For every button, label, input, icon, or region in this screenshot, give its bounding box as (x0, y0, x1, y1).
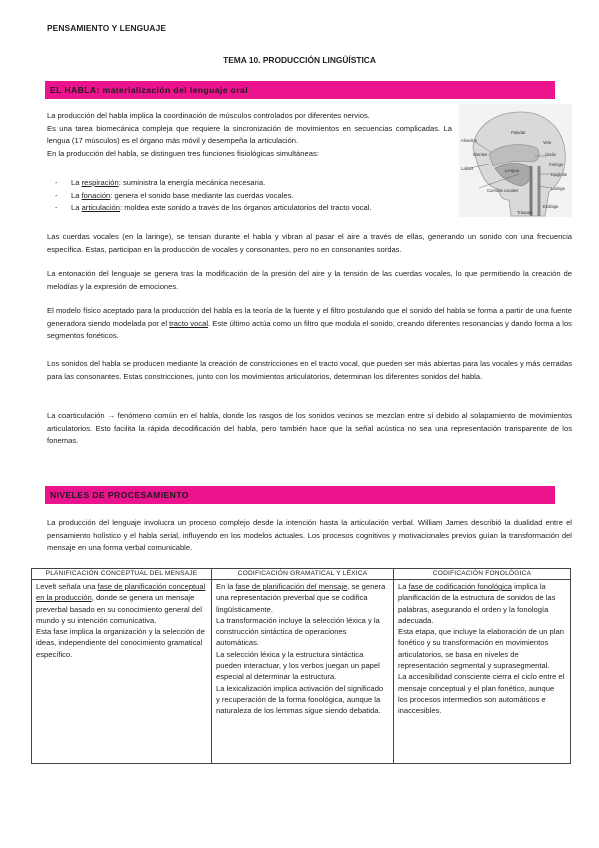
list-item: - La articulación: moldea este sonido a través de los órganos articulatorios del tracto vocal. (47, 202, 447, 215)
figure-label-alveolos: Alveolos (461, 138, 477, 143)
figure-label-lengua: Lengua (505, 168, 519, 173)
section-heading-niveles: NIVELES DE PROCESAMIENTO (45, 486, 555, 504)
habla-intro-line-1: La producción del habla implica la coordinación de músculos controlados por diferentes nervios. (47, 111, 370, 120)
course-title: PENSAMIENTO Y LENGUAJE (47, 23, 167, 33)
term-fase-codificacion-fonologica: fase de codificación fonológica (408, 582, 512, 591)
paragraph-entonacion: La entonación del lenguaje se genera tras la modificación de la presión del aire y la tensión de las cuerdas vocales, lo que permitiendo la creación de melodías y la expresión de emociones. (47, 269, 572, 291)
term-respiracion: respiración (81, 178, 119, 187)
figure-label-epiglotis: Epiglotis (551, 172, 567, 177)
term-fonacion: fonación (81, 190, 111, 200)
column-header: CODIFICACIÓN FONOLÓGICA (394, 569, 571, 580)
term-fase-planificacion-mensaje: fase de planificación del mensaje (235, 582, 348, 591)
processing-levels-table (31, 568, 571, 764)
section-heading-habla: EL HABLA: materialización del lenguaje oral (45, 81, 555, 99)
paragraph-coarticulacion: La coarticulación → fenómeno común en el habla, donde los rasgos de los sonidos vecinos se mezclan entre sí debido al solapamiento de movimientos articulatorios. Esto facilita la rápida decodificación del habla, pero también hace que la señal acústica no sea una representación transparente de los fonemas. (47, 411, 572, 446)
figure-label-labios: Labios (461, 166, 474, 171)
table-row (32, 580, 571, 764)
figure-label-paladar: Paladar (511, 130, 526, 135)
topic-title: TEMA 10. PRODUCCIÓN LINGÜÍSTICA (223, 55, 376, 65)
habla-intro-line-3: En la producción del habla, se distinguen tres funciones fisiológicas simultáneas: (47, 149, 319, 159)
term-articulacion: articulación (81, 203, 120, 213)
paragraph-cuerdas-vocales: Las cuerdas vocales (en la laringe), se tensan durante el habla y vibran al pasar el aire a través de ellas, generando un sonido con una frecuencia específica. Estas, participan en la producción de vocales y consonantes, pero no en consonantes sordas. (47, 232, 572, 254)
figure-label-velo: Velo (543, 140, 552, 145)
term-tracto-vocal: tracto vocal (169, 318, 209, 328)
physiological-functions-list (47, 177, 447, 215)
figure-label-dientes: Dientes (473, 152, 488, 157)
figure-label-cuerdas: Cuerdas vocales (487, 188, 519, 193)
figure-label-esofago: Esófago (543, 204, 559, 209)
cell-codificacion-fonologica: La fase de codificación fonológica implica la planificación de la estructura de sonidos de las palabras, asegurando el orden y la fonología adecuada. Esta etapa, que incluye la elaboración de un plan fonético y su transformación en movimientos articulatorios, se basa en niveles de representación segmental y suprasegmental. La accesibilidad consciente cierra el ciclo entre el mensaje conceptual y el plan fonético, aunque los procesos intermedios son automáticos e inaccesibles. (394, 580, 571, 764)
niveles-intro-paragraph: La producción del lenguaje involucra un proceso complejo desde la intención hasta la articulación verbal. William James describió la dualidad entre el pensamiento holístico y el habla serial, influyendo en los modelos actuales. Los procesos cognitivos y motivacionales previos guían la transformación del mensaje en una forma verbal comunicable. (47, 518, 572, 553)
paragraph-sonidos-habla: Los sonidos del habla se producen mediante la creación de constricciones en el tracto vocal, que pueden ser más abiertas para las vocales y más cerradas para las consonantes. Estas constricciones, junto con los movimientos articulatorios, determinan los diferentes sonidos del habla. (47, 359, 572, 381)
figure-label-uvula: Úvula (545, 152, 556, 157)
figure-label-faringe: Faringe (549, 162, 564, 167)
cell-planificacion-conceptual: Levelt señala una fase de planificación conceptual en la producción, donde se genera un mensaje preverbal basado en su conocimiento general del mundo y su intención comunicativa. Esta fase implica la organización y la selección de ideas, independiente del conocimiento gramatical específico. (32, 580, 212, 764)
column-header: CODIFICACIÓN GRAMATICAL Y LÉXICA (212, 569, 394, 580)
habla-intro-line-2: Es una tarea biomecánica compleja que requiere la sincronización de movimientos en secuencias complicadas. La lengua (17 músculos) es el órgano más móvil y desempeña la articulación. (47, 123, 452, 146)
cell-codificacion-gramatical: En la fase de planificación del mensaje, se genera una representación preverbal que se codifica lingüísticamente. La transformación incluye la selección léxica y la construcción sintáctica de operaciones automáticas. La selección léxica y la estructura sintáctica pueden interactuar, y los verbos juegan un papel especial al determinar la estructura. La lexicalización implica activación del significado y recuperación de la forma fonológica, aunque la naturaleza de los lemmas sigue siendo debatida. (212, 580, 394, 764)
table-header-row (32, 569, 571, 580)
vocal-tract-diagram (459, 104, 572, 217)
list-item: - La respiración: suministra la energía mecánica necesaria. (47, 177, 447, 190)
habla-intro-paragraph (47, 110, 452, 161)
paragraph-modelo-fuente-filtro: El modelo físico aceptado para la producción del habla es la teoría de la fuente y el filtro postulando que el sonido del habla se forma a partir de una fuente generadora siendo modelada por el tracto vocal. Este último actúa como un filtro que modula el sonido, creando diferentes resonancias y dando forma a los segmentos fonéticos. (47, 306, 572, 341)
term-fase-planificacion-conceptual: fase de planificación conceptual en la producción (36, 582, 206, 603)
list-item: - La fonación: genera el sonido base mediante las cuerdas vocales. (47, 190, 447, 203)
figure-label-traquea: Tráquea (517, 210, 533, 215)
figure-label-laringe: Laringe (551, 186, 565, 191)
column-header: PLANIFICACIÓN CONCEPTUAL DEL MENSAJE (32, 569, 212, 580)
